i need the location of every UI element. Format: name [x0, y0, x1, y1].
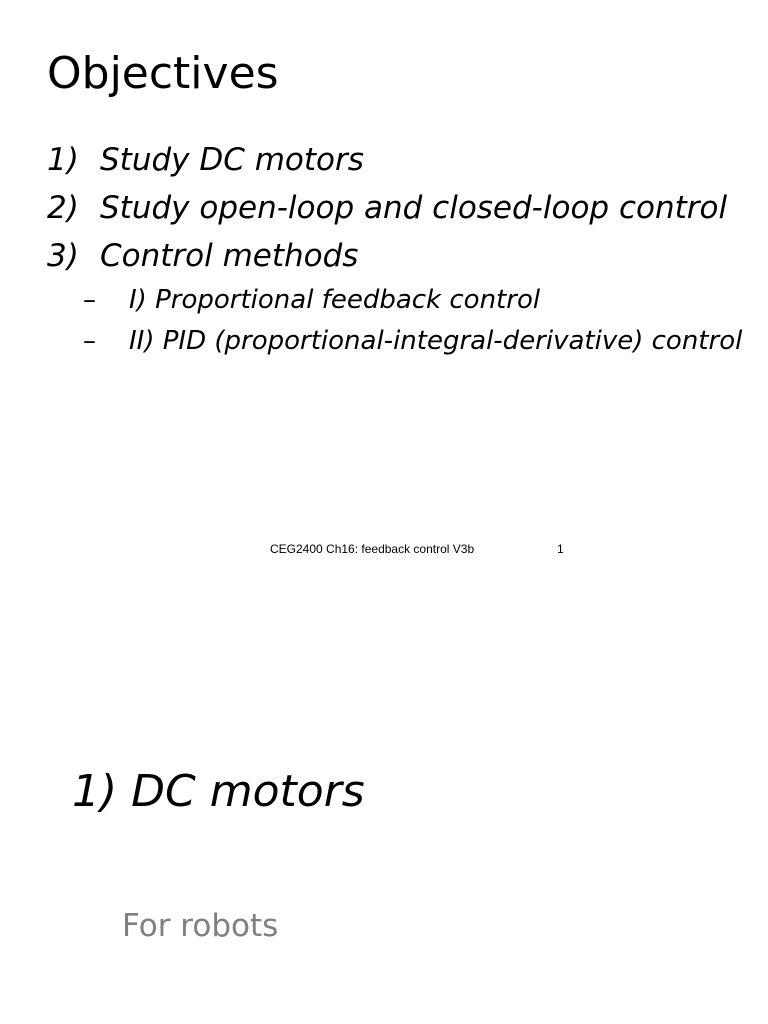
objective-number: 1)	[47, 142, 79, 178]
sub-item-text: I) Proportional feedback control	[129, 285, 541, 315]
objective-number: 2)	[47, 190, 79, 226]
slide-dc-motors	[0, 590, 768, 1024]
section-title: 1) DC motors	[72, 766, 365, 817]
objective-text: Study DC motors	[100, 142, 364, 178]
page-number: 1	[557, 542, 564, 556]
sub-item-text: II) PID (proportional-integral-derivative) control	[129, 326, 743, 356]
objective-text: Study open-loop and closed-loop control	[100, 190, 728, 226]
objective-text: Control methods	[100, 238, 359, 274]
dash-bullet: –	[83, 326, 96, 356]
objective-number: 3)	[47, 238, 79, 274]
dash-bullet: –	[83, 285, 96, 315]
sub-list-item	[83, 323, 743, 360]
section-subtitle: For robots	[122, 908, 279, 944]
sub-list-item	[83, 282, 743, 319]
slide-title: Objectives	[47, 48, 279, 99]
control-methods-list	[83, 282, 743, 364]
footer-title: CEG2400 Ch16: feedback control V3b	[270, 542, 475, 556]
